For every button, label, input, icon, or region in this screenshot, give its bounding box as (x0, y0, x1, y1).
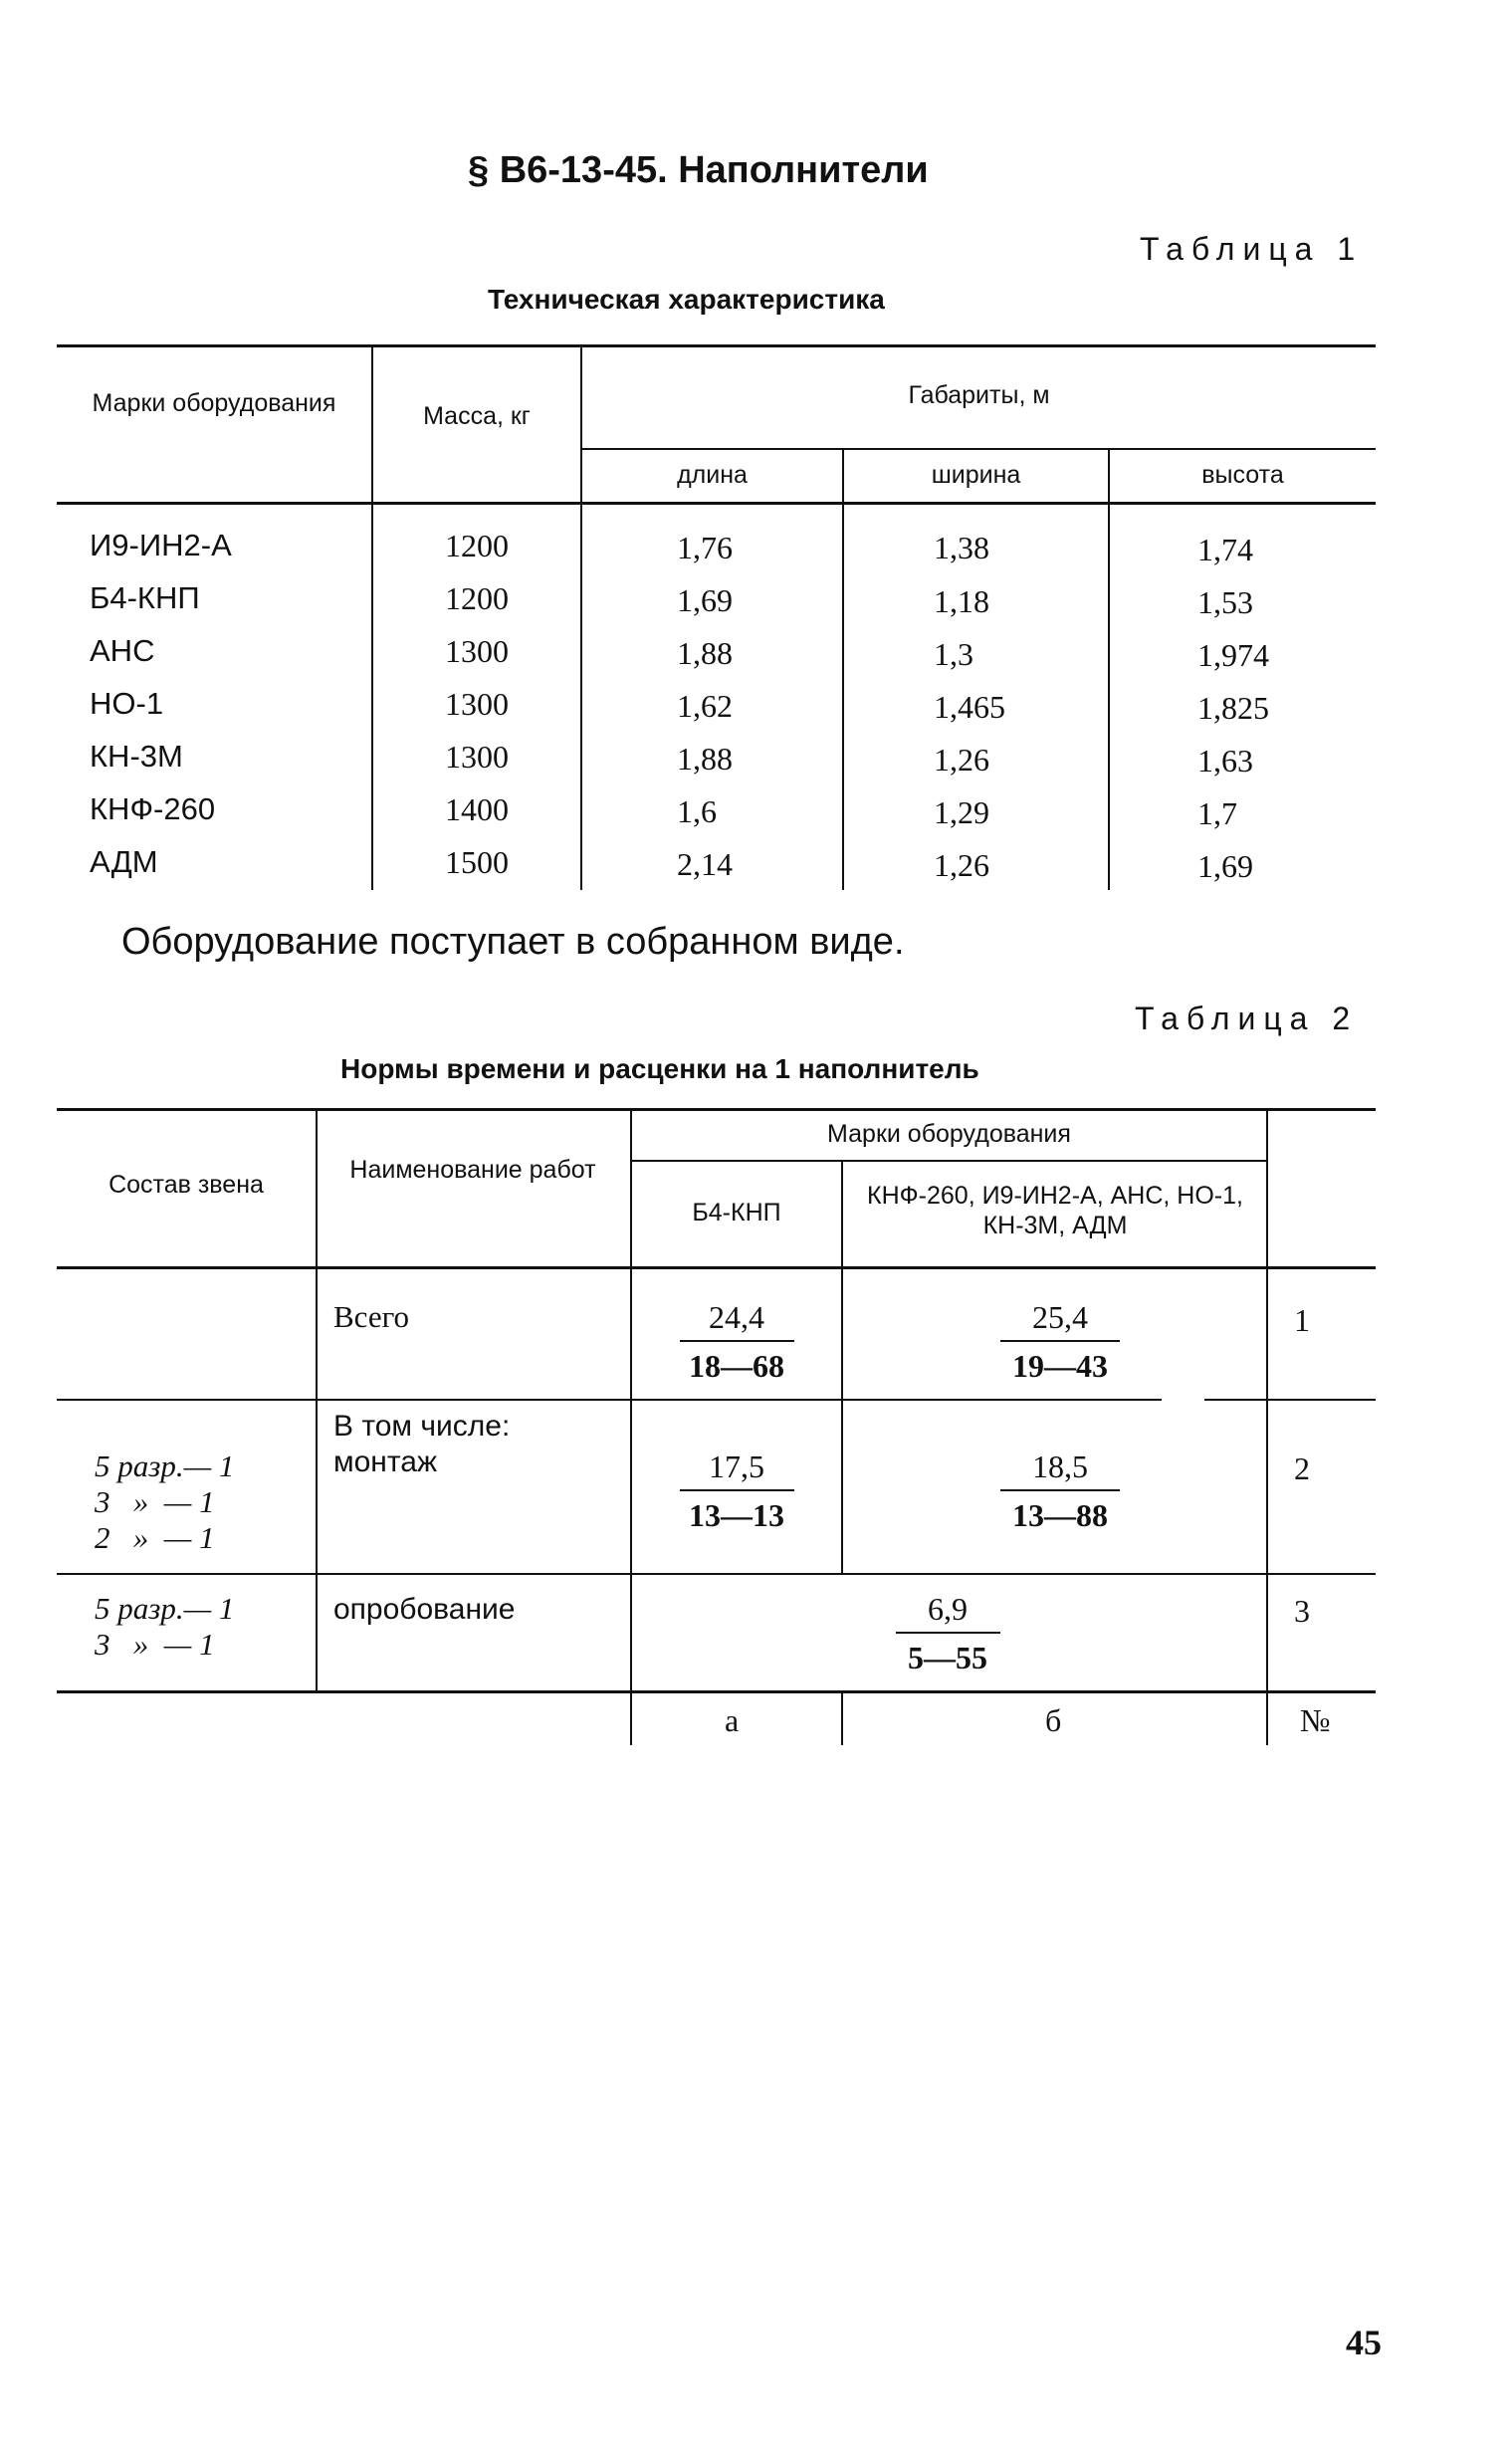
mark-cell: КНФ-260 (90, 791, 216, 826)
norm-fraction-a (652, 1448, 821, 1534)
table1-dims-rule (580, 448, 1376, 450)
norm-fraction-b (961, 1299, 1160, 1385)
crew-line: 5 разр.— 1 (95, 1591, 235, 1626)
fraction-bar (896, 1632, 1000, 1634)
norm-rate: 5—55 (908, 1640, 987, 1675)
norm-fraction-b (961, 1448, 1160, 1534)
mark-cell: АНС (90, 633, 155, 668)
mark-cell: НО-1 (90, 686, 164, 721)
mark-cell: Б4-КНП (90, 580, 200, 615)
height-cell: 1,825 (1197, 690, 1269, 726)
mass-cell: 1200 (445, 580, 509, 616)
norm-rate: 13—13 (689, 1497, 784, 1533)
table1-vline-4 (1108, 450, 1110, 890)
width-cell: 1,29 (934, 794, 989, 830)
width-cell: 1,26 (934, 847, 989, 883)
table2-header-marks: Марки оборудования (827, 1120, 1071, 1148)
table1-header-length: длина (677, 461, 748, 489)
table1-header-height: высота (1201, 461, 1284, 489)
mark-cell: АДМ (90, 844, 158, 879)
page-number: 45 (1346, 2323, 1382, 2362)
length-cell: 1,76 (677, 530, 733, 565)
height-cell: 1,69 (1197, 848, 1253, 884)
width-cell: 1,465 (934, 689, 1005, 725)
crew-line: 3 » — 1 (95, 1484, 215, 1519)
mass-cell: 1300 (445, 686, 509, 722)
fraction-bar (680, 1489, 794, 1491)
table2-row1-rule-right (1204, 1399, 1376, 1401)
mark-cell: И9-ИН2-А (90, 528, 232, 562)
norm-rate: 19—43 (1012, 1348, 1108, 1384)
height-cell: 1,74 (1197, 532, 1253, 567)
height-cell: 1,974 (1197, 637, 1269, 673)
table2-header-rule (57, 1266, 1376, 1269)
width-cell: 1,18 (934, 583, 989, 619)
length-cell: 1,88 (677, 635, 733, 671)
table2-title: Нормы времени и расценки на 1 наполнитель (340, 1053, 979, 1084)
table1-vline-2 (580, 344, 582, 890)
row-number: 2 (1294, 1450, 1310, 1486)
mass-cell: 1200 (445, 528, 509, 563)
table2-vline-4 (1266, 1108, 1268, 1745)
length-cell: 1,62 (677, 688, 733, 724)
mass-cell: 1400 (445, 791, 509, 827)
table2-top-rule (57, 1108, 1376, 1111)
table1-header-dims: Габариты, м (908, 381, 1050, 409)
table2-caption: Таблица 2 (1135, 1001, 1359, 1036)
table2-header-col-b: КНФ-260, И9-ИН2-А, АНС, НО-1, КН-3М, АДМ (867, 1182, 1243, 1239)
mass-cell: 1500 (445, 844, 509, 880)
norm-rate: 18—68 (689, 1348, 784, 1384)
height-cell: 1,53 (1197, 584, 1253, 620)
table1-header-mass: Масса, кг (423, 402, 531, 430)
table1-header-rule (57, 502, 1376, 505)
length-cell: 1,69 (677, 582, 733, 618)
norm-time: 24,4 (709, 1299, 764, 1335)
work-cell: Всего (333, 1299, 410, 1334)
length-cell: 1,6 (677, 793, 717, 829)
norm-fraction-merged (848, 1591, 1047, 1676)
norm-time: 6,9 (928, 1591, 968, 1627)
crew-cell (95, 1591, 234, 1663)
norm-time: 17,5 (709, 1448, 764, 1484)
norm-rate: 13—88 (1012, 1497, 1108, 1533)
mass-cell: 1300 (445, 633, 509, 669)
work-cell: опробование (333, 1593, 516, 1626)
work-line: В том числе: (333, 1410, 511, 1443)
mark-cell: КН-3М (90, 739, 183, 774)
column-letter-b: б (1045, 1702, 1062, 1738)
height-cell: 1,63 (1197, 743, 1253, 779)
table1-vline-3 (842, 450, 844, 890)
norm-time: 25,4 (1032, 1299, 1088, 1335)
table2-header-crew: Состав звена (108, 1171, 264, 1199)
width-cell: 1,26 (934, 742, 989, 778)
crew-line: 2 » — 1 (95, 1520, 215, 1555)
mass-cell: 1300 (445, 739, 509, 775)
table2-vline-3-footer (841, 1692, 843, 1745)
table2-header-col-a: Б4-КНП (692, 1199, 781, 1226)
table2-header-work: Наименование работ (349, 1156, 596, 1184)
table2-row1-rule (57, 1399, 1162, 1401)
table1-header-width: ширина (931, 461, 1021, 489)
column-letter-a: а (725, 1702, 740, 1738)
fraction-bar (1000, 1489, 1120, 1491)
crew-line: 3 » — 1 (95, 1627, 215, 1662)
table1-caption: Таблица 1 (1140, 231, 1364, 267)
length-cell: 2,14 (677, 846, 733, 882)
table1-top-rule (57, 344, 1376, 347)
table1-header-marks: Марки оборудования (92, 389, 336, 417)
table2-row2-rule (57, 1573, 1376, 1575)
table2-marks-rule (630, 1160, 1266, 1162)
width-cell: 1,3 (934, 636, 973, 672)
crew-cell (95, 1448, 234, 1556)
work-cell (333, 1409, 510, 1480)
assembly-note: Оборудование поступает в собранном виде. (121, 921, 905, 963)
table2-vline-3 (841, 1160, 843, 1575)
row-number: 1 (1294, 1302, 1310, 1338)
row-number: 3 (1294, 1593, 1310, 1629)
table2-vline-1 (316, 1108, 318, 1692)
norm-time: 18,5 (1032, 1448, 1088, 1484)
section-title: § В6-13-45. Наполнители (468, 149, 929, 191)
norm-fraction-a (652, 1299, 821, 1385)
fraction-bar (680, 1340, 794, 1342)
table1-title: Техническая характеристика (488, 284, 885, 315)
work-line: монтаж (333, 1446, 438, 1478)
length-cell: 1,88 (677, 741, 733, 777)
fraction-bar (1000, 1340, 1120, 1342)
height-cell: 1,7 (1197, 795, 1237, 831)
crew-line: 5 разр.— 1 (95, 1448, 235, 1483)
column-number-sign: № (1300, 1702, 1331, 1738)
width-cell: 1,38 (934, 530, 989, 565)
table2-bottom-rule (57, 1690, 1376, 1693)
